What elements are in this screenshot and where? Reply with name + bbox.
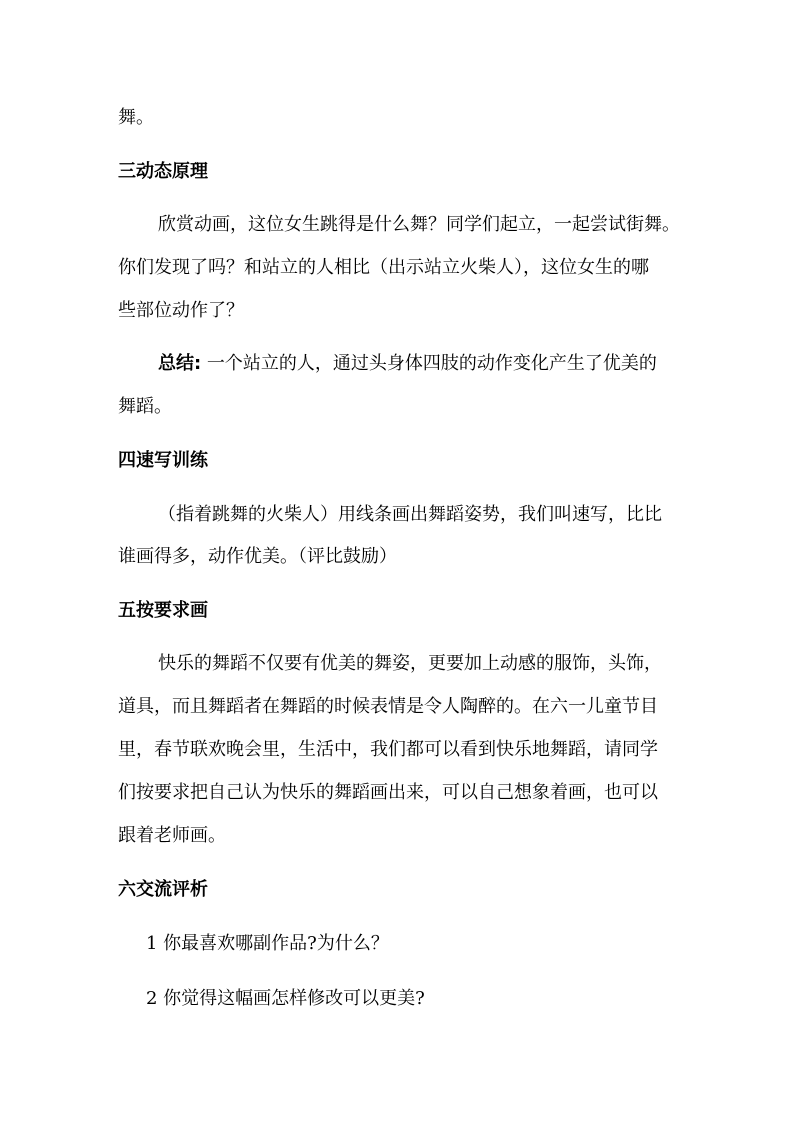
summary-label: 总结: [158,353,202,374]
section-3-summary-line: 舞蹈。 [118,396,172,417]
section-4-heading: 四速写训练 [118,450,208,471]
section-3-para-line: 你们发现了吗？和站立的人相比（出示站立火柴人），这位女生的哪 [118,257,649,278]
section-5-para-line: 快乐的舞蹈不仅要有优美的舞姿，更要加上动感的服饰，头饰， [158,653,662,674]
section-3-summary-line [158,352,728,376]
section-3-heading: 三动态原理 [118,161,208,182]
section-3-para-line: 些部位动作了？ [118,300,244,321]
section-5-heading: 五按要求画 [118,600,208,621]
question-item: 1 你最喜欢哪副作品?为什么？ [146,933,389,954]
section-4-para-line: 谁画得多，动作优美。（评比鼓励） [118,546,397,567]
summary-text: 一个站立的人，通过头身体四肢的动作变化产生了优美的 [201,353,657,374]
section-4-para-line: （指着跳舞的火柴人）用线条画出舞蹈姿势，我们叫速写，比比 [158,504,662,525]
section-5-para-line: 们按要求把自己认为快乐的舞蹈画出来，可以自己想象着画，也可以 [118,782,658,803]
section-3-para-line: 欣赏动画，这位女生跳得是什么舞？同学们起立，一起尝试街舞。 [158,214,680,235]
section-6-heading: 六交流评析 [118,879,208,900]
section-5-para-line: 道具，而且舞蹈者在舞蹈的时候表情是令人陶醉的。在六一儿童节目 [118,696,658,717]
question-item: 2 你觉得这幅画怎样修改可以更美? [146,988,425,1009]
section-5-para-line: 跟着老师画。 [118,825,226,846]
section-5-para-line: 里，春节联欢晚会里，生活中，我们都可以看到快乐地舞蹈，请同学 [118,739,658,760]
intro-tail-text: 舞。 [118,107,154,128]
